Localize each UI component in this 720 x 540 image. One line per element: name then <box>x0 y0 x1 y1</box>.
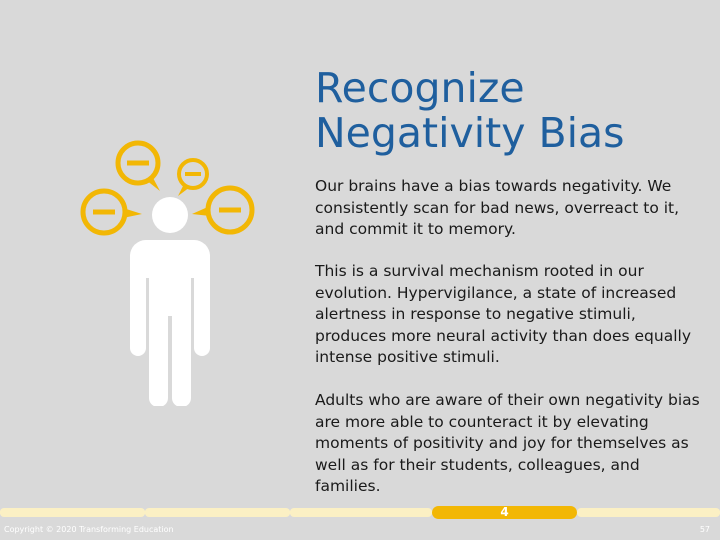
paragraph-negativity-bias: Our brains have a bias towards negativity. We consistently scan for bad news, overreact to it, and commit it to memory. <box>315 177 680 238</box>
speech-bubble-right-icon <box>192 188 252 232</box>
page-number: 4 <box>432 506 577 519</box>
speech-bubble-left-icon <box>83 191 142 233</box>
title-line-2: Negativity Bias <box>315 109 625 157</box>
person-icon <box>130 197 210 406</box>
paragraph-counteract: Adults who are aware of their own negativity bias are more able to counteract it by elevating moments of positivity and joy for themselves as well as for their students, colleagues, and families. <box>315 391 700 495</box>
speech-bubble-top-left-icon <box>118 143 160 191</box>
footer-segment <box>290 508 432 517</box>
slide-title <box>315 66 695 156</box>
paragraph-survival-mechanism: This is a survival mechanism rooted in our evolution. Hypervigilance, a state of increased alertness in response to negative stimuli, produces more neural activity than does equally intense positive stimuli. <box>315 262 691 366</box>
footer-segment <box>145 508 290 517</box>
copyright-text: Copyright © 2020 Transforming Education <box>4 525 174 534</box>
person-with-negative-speech-bubbles-icon <box>78 136 263 406</box>
title-line-1: Recognize <box>315 64 525 112</box>
footer-segment <box>577 508 720 517</box>
slide-number: 57 <box>699 525 710 534</box>
footer-segment <box>0 508 145 517</box>
footer-bar <box>0 505 720 519</box>
speech-bubble-top-right-icon <box>178 160 207 196</box>
